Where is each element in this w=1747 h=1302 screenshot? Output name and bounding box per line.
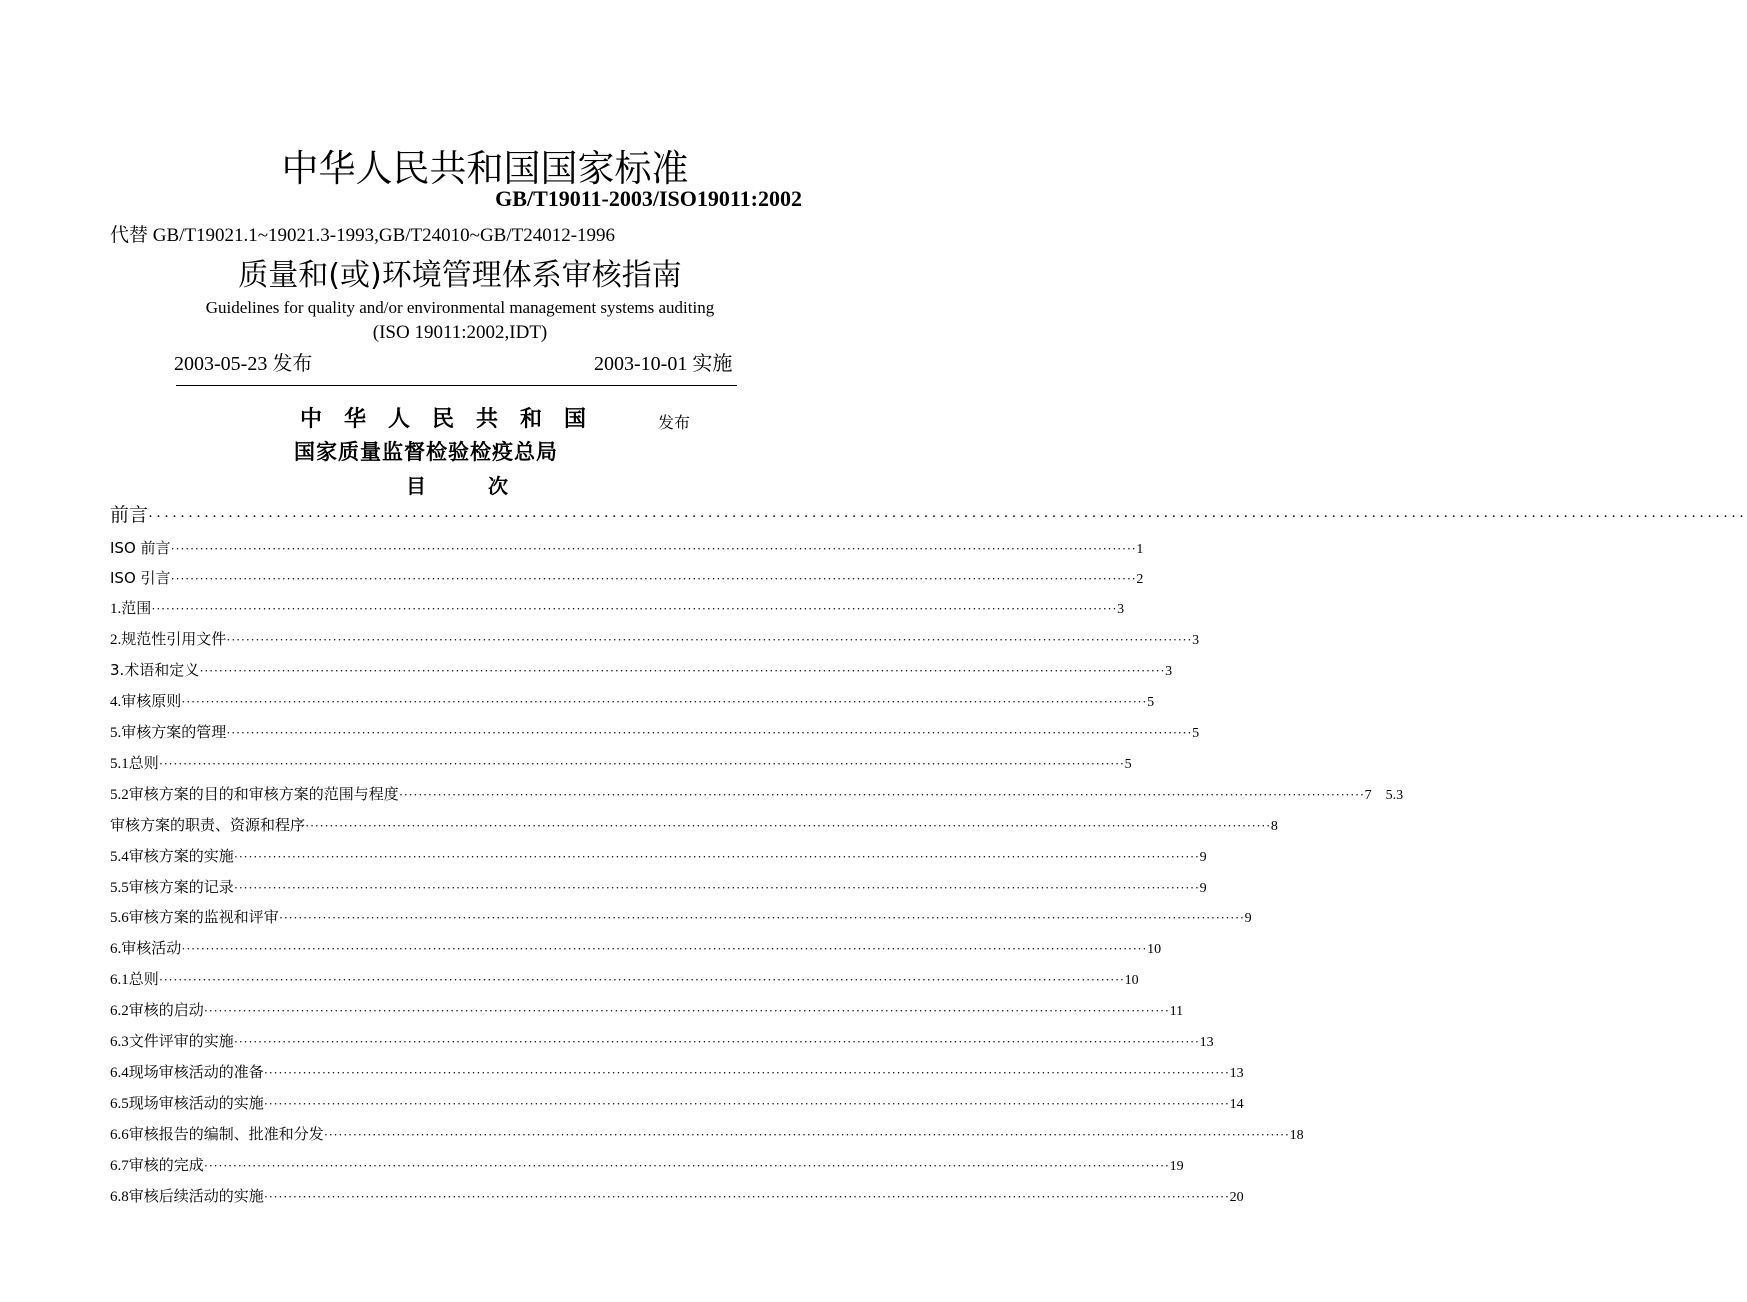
toc-entry-title: 现场审核活动的准备	[128, 1063, 264, 1081]
toc-entry-number: 2.	[110, 632, 122, 648]
toc-entry-title: 审核方案的实施	[128, 847, 234, 865]
toc-entry-title: 总则	[128, 754, 159, 772]
toc-leader-dots: ········································································································································································································	[158, 756, 1125, 771]
issue-date: 2003-05-23 发布	[174, 353, 313, 375]
toc-leader-dots: ········································································································································································································	[233, 1034, 1200, 1049]
toc-entry-title: 审核活动	[121, 939, 182, 957]
toc-entry-number: 5.2	[110, 787, 129, 803]
toc-entry-number: 6.5	[110, 1096, 129, 1112]
toc-entry-title: 3.术语和定义	[110, 661, 200, 679]
toc-leader-dots: ········································································································································································································	[181, 694, 1148, 709]
toc-entry-page: 18	[1289, 1128, 1304, 1143]
toc-entry-page: 3	[1117, 602, 1125, 617]
toc-entry[interactable]	[110, 597, 1125, 618]
toc-entry-title: 审核的启动	[128, 1001, 204, 1019]
toc-entry-number: 6.1	[110, 972, 129, 988]
toc-entry-page: 13	[1199, 1035, 1214, 1050]
toc-entry-number: 6.2	[110, 1003, 129, 1019]
toc-entry[interactable]	[110, 1123, 1304, 1144]
toc-entry-page: 9	[1244, 911, 1252, 926]
toc-entry-title: 范围	[121, 599, 152, 617]
toc-entry-title: 总则	[128, 970, 159, 988]
toc-leader-dots: ········································································································································································································	[263, 1065, 1230, 1080]
toc-leader-dots: ········································································································································································································	[158, 972, 1125, 987]
toc-entry[interactable]	[110, 937, 1162, 958]
toc-entry-title: 审核原则	[121, 692, 182, 710]
toc-entry-page: 7 5.3	[1364, 788, 1404, 803]
toc-entry[interactable]	[110, 537, 1144, 558]
toc-entry-page: 20	[1229, 1190, 1244, 1205]
toc-entry[interactable]	[110, 752, 1132, 773]
toc-entry[interactable]	[110, 999, 1184, 1020]
publisher-suffix: 发布	[658, 413, 691, 432]
effective-date: 2003-10-01 实施	[594, 353, 733, 375]
toc-leader-dots: ········································································································································································································	[170, 571, 1137, 586]
publisher-2: 国家质量监督检验检疫总局	[294, 440, 558, 464]
toc-leader-dots: ········································································································································································································	[305, 818, 1271, 833]
toc-entry-page: 8	[1270, 819, 1278, 834]
toc-entry-title: 审核报告的编制、批准和分发	[128, 1125, 324, 1143]
toc-entry[interactable]	[110, 659, 1173, 680]
toc-entry[interactable]	[110, 876, 1207, 897]
toc-leader-dots: ········································································································································································································	[226, 632, 1193, 647]
standard-code: GB/T19011-2003/ISO19011:2002	[495, 186, 802, 211]
toc-entry-title: 审核方案的目的和审核方案的范围与程度	[128, 785, 399, 803]
toc-entry[interactable]	[110, 721, 1200, 742]
toc-entry[interactable]	[110, 814, 1278, 835]
toc-leader-dots: ········································································································································································································	[181, 941, 1148, 956]
toc-leader-dots: ········································································································································································································	[323, 1127, 1290, 1142]
toc-leader-dots: ········································································································································································································	[263, 1189, 1230, 1204]
toc-entry-page: 10	[1124, 973, 1139, 988]
toc-leader-dots: ········································································································································································································	[226, 725, 1193, 740]
toc-entry-page: 11	[1169, 1004, 1184, 1019]
toc-leader-dots: ········································································································································································································	[398, 787, 1365, 802]
toc-heading-1: 目	[406, 474, 426, 498]
standard-title: 中华人民共和国国家标准	[281, 147, 689, 190]
toc-leader-dots: ········································································································································································································	[203, 1003, 1170, 1018]
toc-entry-number: 5.1	[110, 756, 129, 772]
toc-entry-number: 5.5	[110, 880, 129, 896]
toc-entry-number: 6.7	[110, 1158, 129, 1174]
toc-entry-title: 审核方案的管理	[121, 723, 227, 741]
toc-leader-dots: ········································································································································································································	[170, 541, 1137, 556]
toc-entry-page: 3	[1192, 633, 1200, 648]
toc-entry-number: 1.	[110, 601, 122, 617]
toc-leader-dots: ········································································································································································································	[148, 509, 1747, 525]
toc-entry[interactable]	[110, 783, 1404, 804]
toc-entry-title: 审核方案的职责、资源和程序	[110, 816, 306, 834]
toc-entry-title: 规范性引用文件	[121, 630, 227, 648]
toc-entry-page: 1	[1136, 542, 1144, 557]
toc-entry[interactable]	[110, 628, 1200, 649]
toc-leader-dots: ········································································································································································································	[233, 849, 1200, 864]
replaces-note: 代替 GB/T19021.1~19021.3-1993,GB/T24010~GB/T24012-1996	[110, 225, 616, 246]
toc-leader-dots: ········································································································································································································	[199, 663, 1166, 678]
toc-entry-page: 5	[1124, 757, 1132, 772]
toc-entry-number: 5.6	[110, 910, 129, 926]
toc-entry[interactable]	[110, 1030, 1214, 1051]
toc-heading	[406, 470, 508, 499]
toc-heading-2: 次	[488, 474, 508, 498]
toc-entry-page: 10	[1147, 942, 1162, 957]
toc-entry-page: 2	[1136, 572, 1144, 587]
toc-entry-title: 审核方案的记录	[128, 878, 234, 896]
toc-entry[interactable]	[110, 1154, 1184, 1175]
toc-leader-dots: ········································································································································································································	[203, 1158, 1170, 1173]
document-title: 质量和(或)环境管理体系审核指南	[238, 258, 682, 293]
publisher-1: 中华人民共和国	[300, 407, 609, 432]
divider	[176, 385, 737, 386]
toc-entry-number: 5.	[110, 725, 122, 741]
toc-leader-dots: ········································································································································································································	[151, 601, 1118, 616]
english-title: Guidelines for quality and/or environmental management systems auditing	[205, 298, 715, 317]
iso-reference: (ISO 19011:2002,IDT)	[372, 322, 548, 343]
toc-entry-number: 6.8	[110, 1189, 129, 1205]
toc-entry-title: 审核的完成	[128, 1156, 204, 1174]
toc-entry[interactable]	[110, 1092, 1244, 1113]
toc-entry-page: 9	[1199, 850, 1207, 865]
toc-entry-title: 前言	[110, 504, 149, 526]
toc-entry-page: 14	[1229, 1097, 1244, 1112]
toc-entry-title: ISO 引言	[110, 569, 171, 587]
toc-entry[interactable]	[110, 567, 1144, 588]
toc-entry[interactable]	[110, 500, 1747, 527]
toc-leader-dots: ········································································································································································································	[278, 910, 1245, 925]
toc-entry[interactable]	[110, 690, 1155, 711]
toc-entry-title: 现场审核活动的实施	[128, 1094, 264, 1112]
toc-entry-title: 审核后续活动的实施	[128, 1187, 264, 1205]
toc-leader-dots: ········································································································································································································	[263, 1096, 1230, 1111]
toc-entry-number: 6.	[110, 941, 122, 957]
toc-entry-number: 5.4	[110, 849, 129, 865]
toc-entry-number: 4.	[110, 694, 122, 710]
toc-entry-title: 文件评审的实施	[128, 1032, 234, 1050]
toc-entry-page: 3	[1165, 664, 1173, 679]
toc-entry[interactable]	[110, 906, 1252, 927]
toc-entry-number: 6.4	[110, 1065, 129, 1081]
toc-entry-title: ISO 前言	[110, 539, 171, 557]
toc-entry[interactable]	[110, 1185, 1244, 1206]
toc-entry-number: 6.6	[110, 1127, 129, 1143]
toc-entry-page: 13	[1229, 1066, 1244, 1081]
toc-entry-page: 5	[1147, 695, 1155, 710]
toc-entry[interactable]	[110, 968, 1139, 989]
toc-entry[interactable]	[110, 1061, 1244, 1082]
toc-entry[interactable]	[110, 845, 1207, 866]
toc-leader-dots: ········································································································································································································	[233, 880, 1200, 895]
toc-entry-page: 5	[1192, 726, 1200, 741]
toc-entry-number: 6.3	[110, 1034, 129, 1050]
toc-entry-title: 审核方案的监视和评审	[128, 908, 279, 926]
toc-entry-page: 9	[1199, 881, 1207, 896]
toc-entry-page: 19	[1169, 1159, 1184, 1174]
